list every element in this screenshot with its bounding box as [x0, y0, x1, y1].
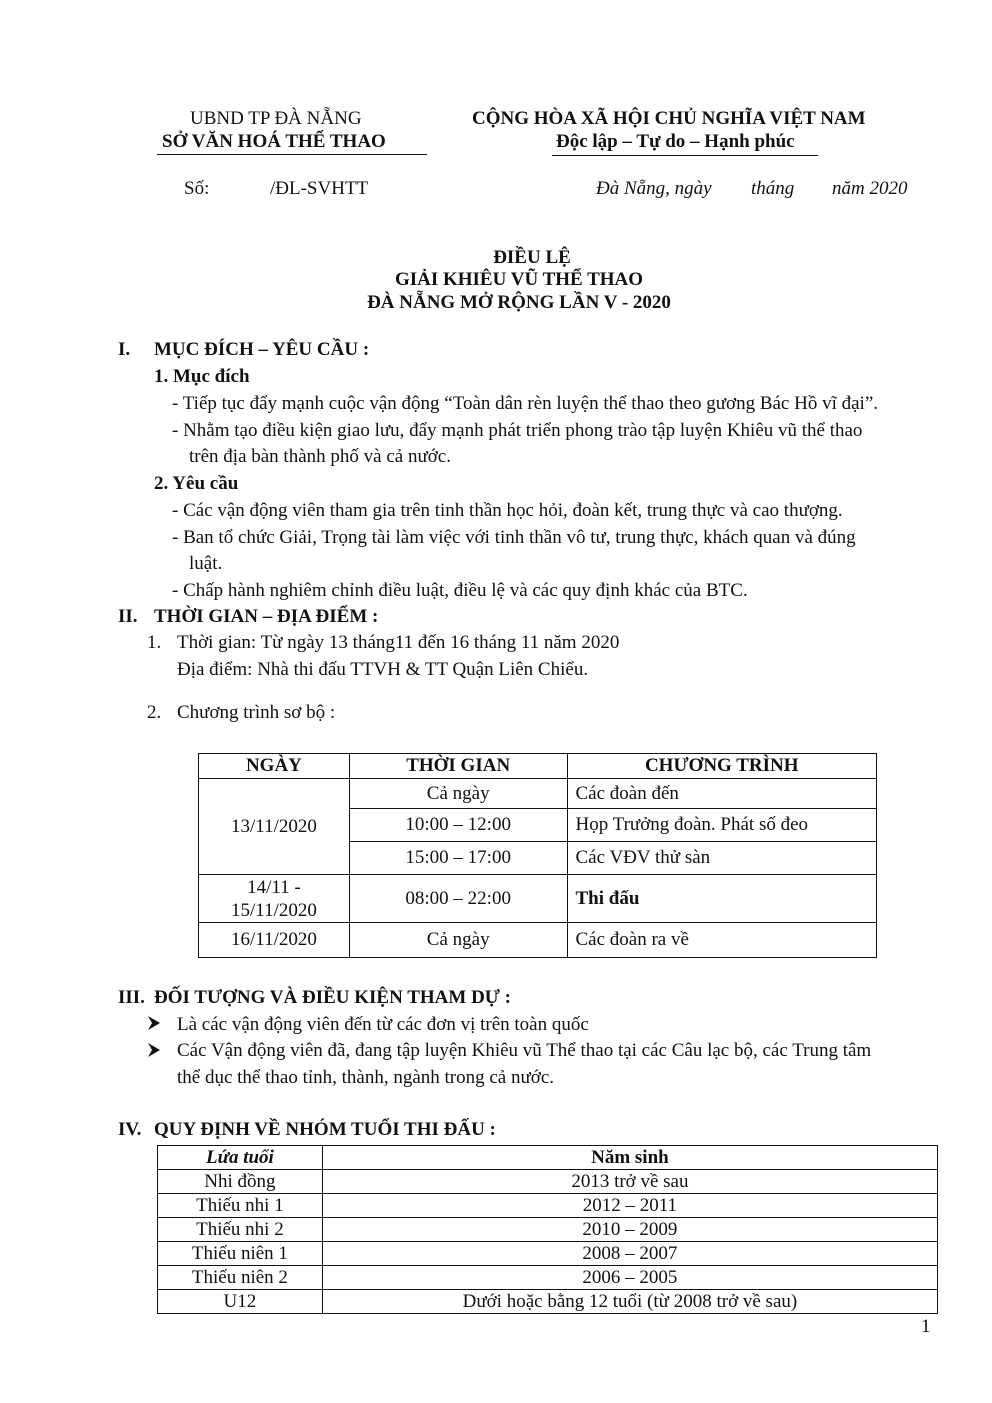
doc-title: ĐIỀU LỆ — [493, 247, 571, 268]
requirement-item-1: - Các vận động viên tham gia trên tinh thần học hỏi, đoàn kết, trung thực và cao thượng. — [172, 500, 843, 521]
requirement-item-2: - Ban tổ chức Giải, Trọng tài làm việc với tinh thần vô tư, trung thực, khách quan và đúng — [172, 527, 856, 548]
requirement-item-2-cont: luật. — [189, 553, 223, 574]
doc-subtitle-2: ĐÀ NẴNG MỞ RỘNG LẦN V - 2020 — [367, 292, 671, 313]
page-number: 1 — [921, 1316, 931, 1337]
eligibility-item-2-cont: thể dục thể thao tỉnh, thành, ngành trong cả nước. — [177, 1067, 555, 1088]
motto-underline — [552, 155, 818, 156]
table-row — [199, 875, 877, 923]
subsection-requirements: 2. Yêu cầu — [154, 473, 239, 494]
table-row — [199, 923, 877, 958]
time-item-number: 1. — [147, 632, 162, 653]
agency-parent: UBND TP ĐÀ NẴNG — [190, 108, 362, 129]
national-motto: Độc lập – Tự do – Hạnh phúc — [556, 131, 795, 152]
age-group-cell: Nhi đồng — [158, 1170, 323, 1194]
purpose-item-2: - Nhằm tạo điều kiện giao lưu, đẩy mạnh phát triển phong trào tập luyện Khiêu vũ thể thao — [172, 420, 863, 441]
date-cell: 16/11/2020 — [199, 923, 350, 958]
table-row — [158, 1290, 938, 1314]
table-row — [158, 1170, 938, 1194]
age-group-table — [157, 1145, 938, 1314]
section-3-number: III. — [118, 987, 145, 1008]
header-date: NGÀY — [199, 754, 350, 779]
table-header-row — [199, 754, 877, 779]
header-program: CHƯƠNG TRÌNH — [567, 754, 877, 779]
eligibility-item-1: Là các vận động viên đến từ các đơn vị trên toàn quốc — [177, 1014, 589, 1035]
program-cell: Các đoàn ra về — [567, 923, 877, 958]
time-cell: Cả ngày — [349, 779, 567, 809]
table-row — [158, 1266, 938, 1290]
header-time: THỜI GIAN — [349, 754, 567, 779]
arrow-bullet-icon — [147, 1042, 161, 1063]
birth-year-cell: 2013 trở về sau — [322, 1170, 937, 1194]
date-place: Đà Nẵng, ngày — [596, 178, 712, 199]
date-cell: 13/11/2020 — [199, 779, 350, 875]
age-group-cell: Thiếu niên 2 — [158, 1266, 323, 1290]
birth-year-cell: 2008 – 2007 — [322, 1242, 937, 1266]
eligibility-item-2: Các Vận động viên đã, đang tập luyện Khiêu vũ Thể thao tại các Câu lạc bộ, các Trung tâm — [177, 1040, 872, 1061]
section-3-heading: ĐỐI TƯỢNG VÀ ĐIỀU KIỆN THAM DỰ : — [154, 987, 511, 1008]
agency-name: SỞ VĂN HOÁ THỂ THAO — [162, 131, 386, 152]
time-cell: 10:00 – 12:00 — [349, 809, 567, 842]
birth-year-cell: 2010 – 2009 — [322, 1218, 937, 1242]
time-cell: 08:00 – 22:00 — [349, 875, 567, 923]
header-birth-year: Năm sinh — [322, 1146, 937, 1170]
program-cell: Các đoàn đến — [567, 779, 877, 809]
program-cell: Họp Trưởng đoàn. Phát số đeo — [567, 809, 877, 842]
doc-number-label: Số: — [184, 178, 210, 199]
agency-underline — [157, 154, 427, 155]
program-cell: Thi đấu — [567, 875, 877, 923]
time-text: Thời gian: Từ ngày 13 tháng11 đến 16 tháng 11 năm 2020 — [177, 632, 620, 653]
age-group-cell: Thiếu nhi 2 — [158, 1218, 323, 1242]
birth-year-cell: 2012 – 2011 — [322, 1194, 937, 1218]
arrow-bullet-icon — [147, 1015, 161, 1036]
program-item-number: 2. — [147, 702, 162, 723]
program-cell: Các VĐV thử sàn — [567, 842, 877, 875]
time-cell: Cả ngày — [349, 923, 567, 958]
table-header-row — [158, 1146, 938, 1170]
section-2-heading: THỜI GIAN – ĐỊA ĐIỂM : — [154, 606, 379, 627]
doc-subtitle-1: GIẢI KHIÊU VŨ THỂ THAO — [394, 269, 644, 290]
date-range-start: 14/11 - — [247, 876, 301, 898]
date-month: tháng — [751, 178, 795, 199]
table-row — [158, 1194, 938, 1218]
birth-year-cell: 2006 – 2005 — [322, 1266, 937, 1290]
subsection-purpose: 1. Mục đích — [154, 366, 250, 387]
doc-number-code: /ĐL-SVHTT — [270, 178, 369, 199]
age-group-cell: U12 — [158, 1290, 323, 1314]
table-row — [158, 1218, 938, 1242]
schedule-table — [198, 753, 877, 958]
section-4-heading: QUY ĐỊNH VỀ NHÓM TUỔI THI ĐẤU : — [154, 1119, 496, 1140]
section-1-heading: MỤC ĐÍCH – YÊU CẦU : — [154, 339, 370, 360]
table-row — [158, 1242, 938, 1266]
age-group-cell: Thiếu niên 1 — [158, 1242, 323, 1266]
national-title: CỘNG HÒA XÃ HỘI CHỦ NGHĨA VIỆT NAM — [472, 108, 866, 129]
birth-year-cell: Dưới hoặc bằng 12 tuổi (từ 2008 trở về sau) — [322, 1290, 937, 1314]
program-text: Chương trình sơ bộ : — [177, 702, 336, 723]
venue-text: Địa điểm: Nhà thi đấu TTVH & TT Quận Liên Chiểu. — [177, 659, 589, 680]
table-row — [199, 779, 877, 809]
date-range-end: 15/11/2020 — [231, 899, 317, 921]
header-age-group: Lứa tuổi — [158, 1146, 323, 1170]
date-year: năm 2020 — [832, 178, 908, 199]
time-cell: 15:00 – 17:00 — [349, 842, 567, 875]
purpose-item-1: - Tiếp tục đẩy mạnh cuộc vận động “Toàn dân rèn luyện thể thao theo gương Bác Hồ vĩ đại”. — [172, 393, 879, 414]
requirement-item-3: - Chấp hành nghiêm chỉnh điều luật, điều lệ và các quy định khác của BTC. — [172, 580, 748, 601]
purpose-item-2-cont: trên địa bàn thành phố và cả nước. — [189, 446, 451, 467]
age-group-cell: Thiếu nhi 1 — [158, 1194, 323, 1218]
section-2-number: II. — [118, 606, 138, 627]
date-cell — [199, 875, 350, 923]
section-1-number: I. — [118, 339, 131, 360]
section-4-number: IV. — [118, 1119, 142, 1140]
